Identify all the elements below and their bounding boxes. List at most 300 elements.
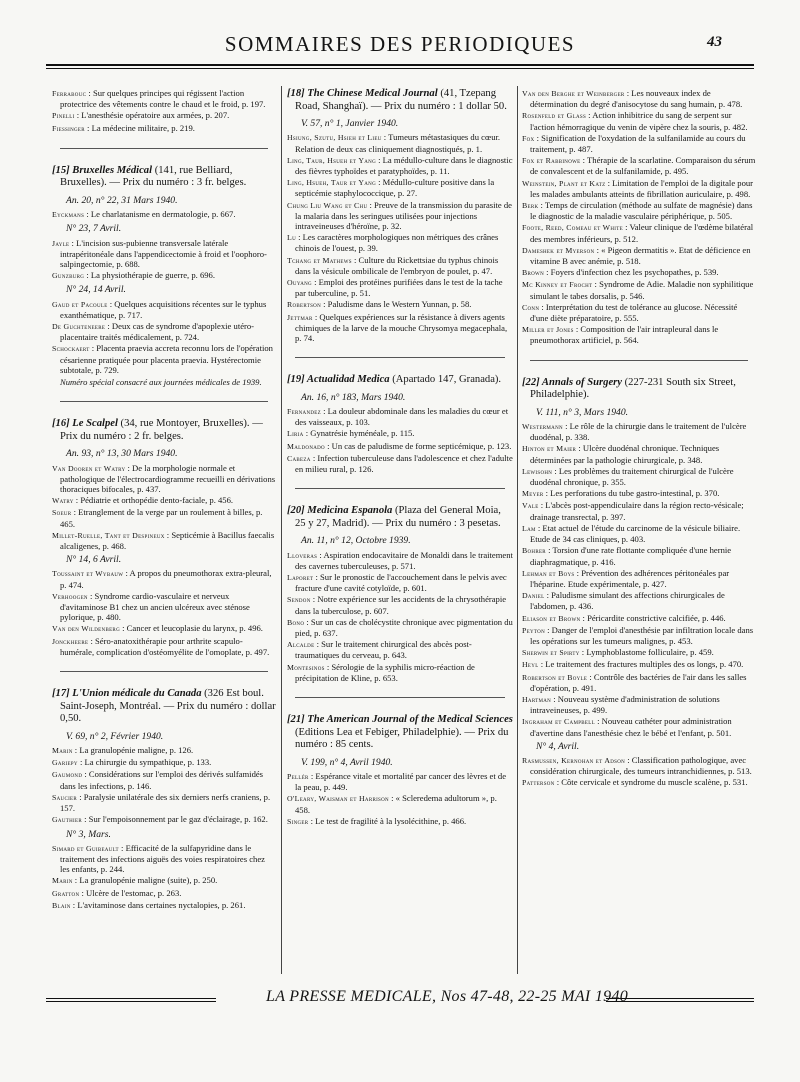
article-entry xyxy=(52,875,276,886)
article-authors: Patterson xyxy=(522,778,555,788)
article-authors: Gunzburg xyxy=(52,271,85,281)
article-entry xyxy=(287,441,513,452)
article-title: : Le charlatanisme en dermatologie, p. 667. xyxy=(84,209,236,220)
article-authors: Montesinos xyxy=(287,662,325,672)
issue-label: V. 57, n° 1, Janvier 1940. xyxy=(301,118,399,130)
section-divider xyxy=(60,401,268,402)
article-title: : Nouveau cathéter pour administration d'avertine dans l'anesthésie chez le bébé et l'enfant, p. 501. xyxy=(530,716,732,738)
article-title: : Sérologie de la syphilis micro-réaction de précipitation de Kline, p. 653. xyxy=(295,661,475,683)
article-entry xyxy=(287,132,513,153)
article-authors: Simard et Guibeault xyxy=(52,843,119,853)
article-authors: Hsiung, Szutu, Hsieh et Lieu xyxy=(287,133,382,143)
issue-label: N° 3, Mars. xyxy=(66,828,111,840)
journal-heading xyxy=(287,374,513,387)
article-entry xyxy=(287,200,513,232)
article-entry xyxy=(287,639,513,660)
article-entry xyxy=(287,277,513,298)
article-entry xyxy=(522,133,756,154)
article-authors: Cabeza xyxy=(287,453,311,463)
header-rule-thin xyxy=(46,68,754,69)
article-title: : Prévention des adhérences péritonéales par l'héparine. Etude expérimentale, p. 427. xyxy=(530,567,730,589)
journal-heading xyxy=(522,377,756,402)
issue-label: An. 93, n° 13, 30 Mars 1940. xyxy=(66,448,178,460)
journal-section xyxy=(287,374,513,474)
journal-details: (Apartado 147, Granada). xyxy=(389,374,502,386)
article-entry xyxy=(522,110,756,131)
article-entry xyxy=(522,613,756,624)
article-authors: Miller et Jones xyxy=(522,325,574,335)
journal-heading xyxy=(52,418,276,443)
article-authors: Lu xyxy=(287,233,296,243)
article-entry xyxy=(287,312,513,344)
header-rule xyxy=(46,64,754,66)
article-authors: Fiessinger xyxy=(52,123,85,133)
section-note: Numéro spécial consacré aux journées médicales de 1939. xyxy=(60,377,262,388)
article-title: : Les problèmes du traitement chirurgical de l'ulcère duodénal chronique, p. 355. xyxy=(530,465,734,488)
article-entry xyxy=(522,155,756,176)
journal-title: [22] Annals of Surgery xyxy=(522,376,622,388)
article-authors: Rosenfeld et Glass xyxy=(522,111,587,121)
article-authors: Saucier xyxy=(52,792,78,802)
article-entry xyxy=(522,279,756,300)
article-title: : L'avitaminose dans certaines nyctalopies, p. 261. xyxy=(70,899,246,910)
article-entry xyxy=(287,453,513,474)
article-authors: Gaud et Pacoule xyxy=(52,299,108,309)
journal-title: [18] The Chinese Medical Journal xyxy=(287,88,438,99)
article-entry xyxy=(522,545,756,566)
article-entry xyxy=(287,771,513,792)
article-authors: Brown xyxy=(522,268,544,278)
article-entry xyxy=(52,463,276,495)
journal-section xyxy=(52,418,276,657)
article-entry xyxy=(52,888,276,899)
page-footer xyxy=(46,988,754,1014)
section-divider xyxy=(295,488,505,489)
article-authors: Ferrabouc xyxy=(52,89,87,98)
article-title: : Preuve de la transmission du parasite de la malaria dans les seringues utilisées pour injections intraveineuses d'héroïne, p. 32. xyxy=(295,199,513,232)
article-title: : Lymphoblastome folliculaire, p. 459. xyxy=(579,647,714,658)
article-title: : Les caractères morphologiques non métriques des crânes chinois de l'ouest, p. 39. xyxy=(295,232,499,254)
section-divider xyxy=(530,360,748,361)
article-authors: Eliason et Brown xyxy=(522,613,581,623)
article-authors: Hartman xyxy=(522,694,552,704)
article-authors: Meyer xyxy=(522,489,544,499)
column-divider xyxy=(517,86,518,974)
column-3 xyxy=(522,88,756,790)
article-title: : Ulcère duodénal chronique. Techniques déterminées par la pathologie chirurgicale, p. 348. xyxy=(530,443,720,465)
article-title: : Efficacité de la sulfapyridine dans le traitement des infections aiguës des voies respiratoires chez les enfants, p. 244. xyxy=(60,842,265,875)
article-title: : Considérations sur l'emploi des dérivés sulfamidés dans les infections, p. 146. xyxy=(60,769,264,791)
article-title: : Sur quelques principes qui régissent l'action protectrice des vêtements contre le chaud et le froid, p. 197. xyxy=(60,88,266,110)
article-title: : A propos du pneumothorax extra-pleural, p. 474. xyxy=(60,568,272,590)
article-authors: Dameshek et Myerson xyxy=(522,245,595,255)
footer-rule-left xyxy=(46,998,216,1002)
issue-label: N° 23, 7 Avril. xyxy=(66,223,122,235)
column-2 xyxy=(287,88,513,828)
journal-details: (Editions Lea et Febiger, Philadelphie). — Prix du numéro : 85 cents. xyxy=(295,726,509,751)
article-authors: O'Leary, Waisman et Harrison xyxy=(287,794,389,804)
article-title: : Danger de l'emploi d'anesthésie par infiltration locale dans les opérations sur les tumeurs malignes, p. 453. xyxy=(530,624,754,646)
article-authors: De Guchteneere xyxy=(52,322,106,332)
article-title: : Culture du Rickettsiae du typhus chinois dans la vésicule ombilicale de l'embryon de poulet, p. 47. xyxy=(295,254,499,276)
article-title: : Les nouveaux index de détermination du degré d'anisocytose du sang humain, p. 478. xyxy=(530,88,743,110)
article-title: : Côte cervicale et syndrome du muscle scalène, p. 531. xyxy=(554,777,748,788)
article-title: : Séro-anatoxithérapie pour arthrite scapulo-humérale, complication d'ostéomyélite de l'omoplate, p. 497. xyxy=(60,635,270,657)
article-title: : Paludisme dans le Western Yunnan, p. 58. xyxy=(321,299,472,310)
article-title: : Ulcère de l'estomac, p. 263. xyxy=(79,887,182,898)
article-title: : Sur l'empoisonnement par le gaz d'éclairage, p. 162. xyxy=(81,814,268,825)
article-entry xyxy=(522,466,756,487)
issue-label: V. 111, n° 3, Mars 1940. xyxy=(536,406,629,418)
article-entry xyxy=(522,302,756,323)
article-authors: Pinelli xyxy=(52,111,75,121)
article-title: : Action inhibitrice du sang de serpent sur l'action hémorragique du venin de vipère chez la souris, p. 482. xyxy=(530,110,748,132)
article-entry xyxy=(287,662,513,683)
article-authors: Gratton xyxy=(52,888,80,898)
article-authors: Ling, Taur, Hsueh et Yang xyxy=(287,155,376,165)
issue-label: N° 14, 6 Avril. xyxy=(66,554,122,566)
article-title: : Les perforations du tube gastro-intestinal, p. 370. xyxy=(543,488,720,499)
footer-text: LA PRESSE MEDICALE, Nos 47-48, 22-25 MAI 1940 xyxy=(266,988,629,1005)
article-title: : La granulopénie maligne, p. 126. xyxy=(72,745,194,756)
article-entry xyxy=(522,625,756,646)
journal-details: (34, rue Montoyer, Bruxelles). — Prix du numéro : 2 fr. belges. xyxy=(60,418,263,442)
article-title: : « Pigeon dermatitis ». Etat de déficience en vitamine B avec anémie, p. 518. xyxy=(530,244,751,267)
article-authors: Eyckmans xyxy=(52,210,85,220)
article-authors: Alcalde xyxy=(287,640,315,650)
article-title: : L'anesthésie opératoire aux armées, p. 207. xyxy=(74,110,230,121)
article-authors: Peyton xyxy=(522,625,545,635)
article-title: : Etranglement de la verge par un roulement à billes, p. 465. xyxy=(60,507,263,529)
article-entry xyxy=(52,495,276,506)
article-entry xyxy=(522,88,756,109)
article-authors: Fox xyxy=(522,133,535,143)
article-entry xyxy=(52,636,276,657)
article-title: : Sur le pronostic de l'accouchement dans le pelvis avec fracture d'une cavité cotyloïde, p. 601. xyxy=(295,572,507,594)
article-entry xyxy=(52,88,276,109)
article-title: : Le test de fragilité à la lysolécithine, p. 466. xyxy=(308,815,467,826)
article-title: : Sur un cas de cholécystite chronique avec pigmentation du pied, p. 637. xyxy=(295,616,513,639)
article-authors: Blain xyxy=(52,900,71,910)
article-entry xyxy=(287,572,513,593)
article-title: : La douleur abdominale dans les maladies du cœur et des vaisseaux, p. 103. xyxy=(295,406,509,428)
journal-title: [20] Medicina Espanola xyxy=(287,505,393,517)
article-entry xyxy=(52,299,276,320)
article-entry xyxy=(52,757,276,768)
article-authors: Liria xyxy=(287,429,304,439)
article-authors: Robertson et Boyle xyxy=(522,672,588,682)
article-authors: Laporet xyxy=(287,573,314,583)
article-title: : Foyers d'infection chez les psychopathes, p. 539. xyxy=(543,267,719,278)
article-title: : Infection tuberculeuse dans l'adolescence et chez l'adulte en milieu rural, p. 126. xyxy=(295,452,513,475)
article-entry xyxy=(287,155,513,176)
issue-label: An. 20, n° 22, 31 Mars 1940. xyxy=(66,195,178,206)
article-entry xyxy=(52,900,276,911)
article-title: : Limitation de l'emploi de la digitale pour les malades ambulants atteints de fibrillation auriculaire, p. 498. xyxy=(530,177,754,199)
article-title: : Le rôle de la chirurgie dans le traitement de l'ulcère duodénal, p. 338. xyxy=(530,421,747,443)
article-title: : Torsion d'une rate flottante compliquée d'une hernie diaphragmatique, p. 416. xyxy=(530,545,732,567)
article-entry xyxy=(287,793,513,814)
article-entry xyxy=(52,769,276,790)
article-authors: Van den Wildenberg xyxy=(52,624,120,634)
article-authors: Van Dooren et Watry xyxy=(52,463,126,473)
article-title: : Valeur clinique de l'œdème bilatéral des membres inférieurs, p. 512. xyxy=(530,222,754,244)
article-title: : Notre expérience sur les accidents de la chrysothérapie dans la tuberculose, p. 607. xyxy=(295,594,507,616)
article-entry xyxy=(52,270,276,281)
article-entry xyxy=(522,523,756,544)
article-authors: Lehman et Boys xyxy=(522,568,575,578)
issue-label: N° 4, Avril. xyxy=(536,740,580,752)
article-entry xyxy=(52,745,276,756)
article-authors: Westermann xyxy=(522,422,563,432)
article-entry xyxy=(52,343,276,375)
article-title: : Paralysie unilatérale des six derniers nerfs craniens, p. 157. xyxy=(60,791,271,814)
article-entry xyxy=(522,488,756,499)
article-authors: Bono xyxy=(287,617,305,627)
article-entry xyxy=(52,238,276,270)
article-entry xyxy=(52,814,276,825)
page-header xyxy=(0,24,800,64)
article-title: : Quelques expériences sur la résistance à divers agents chimiques de la larve de la mouche Chrysomya megacephala, p. 74. xyxy=(295,311,508,344)
article-entry xyxy=(522,590,756,611)
article-entry xyxy=(522,716,756,737)
article-title: : Emploi des protéines purifiées dans le test de la tache par tuberculine, p. 51. xyxy=(295,277,503,299)
article-entry xyxy=(287,177,513,198)
article-entry xyxy=(522,178,756,199)
article-authors: Van den Berghe et Weinberger xyxy=(522,89,625,98)
article-authors: Foote, Reed, Comeau et White xyxy=(522,223,623,233)
article-authors: Lewisohn xyxy=(522,466,553,476)
article-authors: Jettmar xyxy=(287,312,313,322)
journal-title: [17] L'Union médicale du Canada xyxy=(52,688,202,700)
article-authors: Verhoogen xyxy=(52,591,88,601)
article-authors: Pellér xyxy=(287,772,309,782)
section-divider xyxy=(60,671,268,672)
article-title: : Deux cas de syndrome d'apoplexie utéro-placentaire traités médicalement, p. 724. xyxy=(60,321,255,343)
footer-rule-right xyxy=(606,998,754,1002)
article-title: : Classification pathologique, avec considération chirurgicale, des tumeurs intranchidiennes, p. 513. xyxy=(530,754,752,777)
article-authors: Rasmussen, Kernohan et Adson xyxy=(522,755,626,765)
journal-section xyxy=(287,505,513,683)
article-authors: Sendon xyxy=(287,595,311,605)
article-title: : La physiothérapie de guerre, p. 696. xyxy=(84,270,215,281)
article-entry xyxy=(287,816,513,827)
article-title: : Péricardite constrictive calcifiée, p. 446. xyxy=(580,612,726,623)
column-1 xyxy=(52,88,276,912)
article-title: : Médullo-culture positive dans la septicémie staphylococcique, p. 27. xyxy=(295,177,495,199)
article-entry xyxy=(52,792,276,813)
page-number: 43 xyxy=(707,34,722,50)
journal-details: (141, rue Belliard, Bruxelles). — Prix du numéro : 3 fr. belges. xyxy=(60,164,247,189)
article-title: : Quelques acquisitions récentes sur le typhus exanthématique, p. 717. xyxy=(60,298,267,320)
article-title: : Espérance vitale et mortalité par cancer des lèvres et de la peau, p. 449. xyxy=(295,771,507,793)
journal-title: [21] The American Journal of the Medical Sciences xyxy=(287,714,513,726)
article-entry xyxy=(52,209,276,220)
article-authors: Berk xyxy=(522,201,539,211)
article-authors: Daniel xyxy=(522,591,545,601)
article-title: : Pédiatrie et orthopédie dento-faciale, p. 456. xyxy=(73,495,234,506)
article-authors: Fernandez xyxy=(287,407,321,417)
article-entry xyxy=(52,123,276,134)
article-entry xyxy=(287,428,513,439)
article-entry xyxy=(287,550,513,571)
article-entry xyxy=(287,232,513,253)
journal-heading xyxy=(287,88,513,113)
article-title: : La chirurgie du sympathique, p. 133. xyxy=(77,757,212,768)
article-entry xyxy=(287,406,513,427)
journal-heading xyxy=(287,505,513,530)
article-entry xyxy=(287,299,513,310)
article-authors: Gariepy xyxy=(52,758,78,768)
journal-heading xyxy=(52,688,276,726)
article-entry xyxy=(52,843,276,875)
article-authors: Bohrer xyxy=(522,546,546,556)
article-entry xyxy=(522,777,756,788)
article-title: : Septicémie à Bacillus faecalis alcaligenes, p. 468. xyxy=(60,529,275,552)
article-title: : Cancer et leucoplasie du larynx, p. 496. xyxy=(119,623,263,634)
article-entry xyxy=(52,568,276,589)
article-title: : Nouveau système d'administration de solutions intraveineuses, p. 499. xyxy=(530,693,720,716)
issue-label: An. 16, n° 183, Mars 1940. xyxy=(301,391,406,403)
article-authors: Conn xyxy=(522,302,540,312)
article-authors: Lam xyxy=(522,523,536,533)
article-authors: Gauthier xyxy=(52,815,82,825)
journal-section xyxy=(52,88,276,134)
journal-section xyxy=(52,688,276,911)
journal-section xyxy=(287,88,513,343)
journal-details: (326 Est boul. Saint-Joseph, Montréal. — Prix du numéro : dollar 0,50. xyxy=(60,688,276,725)
article-title: : Gynatrésie hyménéale, p. 115. xyxy=(303,428,415,439)
journal-title: [16] Le Scalpel xyxy=(52,418,118,430)
issue-label: V. 199, n° 4, Avril 1940. xyxy=(301,756,393,768)
article-entry xyxy=(522,245,756,266)
journal-section xyxy=(52,165,276,387)
article-title: : Paludisme simulant des affections chirurgicales de l'abdomen, p. 436. xyxy=(530,590,725,612)
article-entry xyxy=(522,659,756,670)
section-divider xyxy=(60,148,268,149)
article-entry xyxy=(522,267,756,278)
article-authors: Ingraham et Campbell xyxy=(522,717,595,727)
article-entry xyxy=(522,694,756,715)
article-entry xyxy=(522,647,756,658)
journal-heading xyxy=(287,714,513,752)
article-authors: Jayle xyxy=(52,238,70,248)
article-entry xyxy=(287,255,513,276)
article-authors: Soeur xyxy=(52,508,72,518)
article-entry xyxy=(522,500,756,521)
article-title: : Contrôle des bactéries de l'air dans les salles d'opération, p. 491. xyxy=(530,671,747,693)
article-title: : Syndrome cardio-vasculaire et nerveux d'avitaminose B1 chez un ancien ulcéreux avec sténose pylorique, p. 480. xyxy=(60,590,250,623)
journal-section xyxy=(522,377,756,789)
article-title: : Syndrome de Adie. Maladie non syphilitique simulant le tabes dorsalis, p. 546. xyxy=(530,279,754,301)
journal-title: [19] Actualidad Medica xyxy=(287,374,390,386)
article-entry xyxy=(52,507,276,528)
article-title: : La médullo-culture dans le diagnostic des fièvres typhoïdes et paratyphoïdes, p. 11. xyxy=(295,154,513,176)
article-entry xyxy=(522,200,756,221)
article-title: : Le traitement des fractures multiples des os longs, p. 470. xyxy=(538,659,744,670)
article-title: : Tumeurs métastasiques du cœur. Relation de deux cas cliniquement diagnostiqués, p. 1. xyxy=(295,132,501,154)
journal-heading xyxy=(52,165,276,190)
article-entry xyxy=(52,591,276,623)
section-divider xyxy=(295,697,505,698)
article-authors: Mc Kinney et Frocht xyxy=(522,280,593,290)
article-entry xyxy=(287,617,513,638)
article-title: : Aspiration endocavitaire de Monaldi dans le traitement des cavernes tuberculeuses, p. 571. xyxy=(295,549,513,571)
section-divider xyxy=(295,357,505,358)
article-authors: Watry xyxy=(52,496,74,506)
article-title: : La médecine militaire, p. 219. xyxy=(84,122,195,133)
article-authors: Tchang et Mathews xyxy=(287,255,352,265)
journal-details: (Plaza del General Moia, 25 y 27, Madrid). — Prix du numéro : 3 pesetas. xyxy=(295,505,501,529)
article-authors: Robertson xyxy=(287,300,321,310)
article-entry xyxy=(52,530,276,551)
article-authors: Ling, Hsueh, Taur et Yang xyxy=(287,178,376,188)
article-title: : Signification de l'oxydation de la sulfanilamide au cours du traitement, p. 487. xyxy=(530,132,746,155)
article-title: : L'abcès post-appendiculaire dans la région recto-vésicale; drainage transrectal, p. 397. xyxy=(530,500,744,522)
article-title: : L'incision sus-pubienne transversale latérale intrapéritonéale dans l'appendicectomie à froid et l'oophoro-salpingectomie, p. 688. xyxy=(60,237,267,270)
journal-title: [15] Bruxelles Médical xyxy=(52,164,153,176)
article-title: : Placenta praevia accreta reconnu lors de l'opération césarienne pratiquée pour placenta praevia. Hystérectomie subtotale, p. 729. xyxy=(60,343,273,375)
article-authors: Vale xyxy=(522,501,539,511)
article-entry xyxy=(522,672,756,693)
article-title: : De la morphologie normale et pathologique de l'électrocardiogramme recueilli en dérivations thoraciques bifocales, p. 437. xyxy=(60,462,276,495)
article-entry xyxy=(522,421,756,442)
article-title: : Etat actuel de l'étude du carcinome de la vésicule biliaire. Etude de 34 cas cliniques, p. 403. xyxy=(530,522,741,545)
article-authors: Millet-Ruelle, Tant et Despineux xyxy=(52,530,165,540)
article-entry xyxy=(52,321,276,342)
article-title: : Un cas de paludisme de forme septicémique, p. 123. xyxy=(324,440,512,451)
journal-details: (41, Tzepang Road, Shanghaï). — Prix du numéro : 1 dollar 50. xyxy=(295,88,507,112)
article-authors: Marin xyxy=(52,746,73,756)
article-entry xyxy=(522,755,756,776)
article-authors: Lloveras xyxy=(287,550,318,560)
article-authors: Jonckheere xyxy=(52,636,89,646)
article-authors: Marin xyxy=(52,876,73,886)
article-title: : « Scleredema adultorum », p. 458. xyxy=(295,793,497,815)
article-entry xyxy=(522,222,756,243)
page-title: SOMMAIRES DES PERIODIQUES xyxy=(224,32,576,56)
article-entry xyxy=(522,568,756,589)
issue-label: An. 11, n° 12, Octobre 1939. xyxy=(301,535,411,547)
article-title: : Thérapie de la scarlatine. Comparaison du sérum de convalescent et de la sulfanilamide, p. 495. xyxy=(530,155,756,177)
article-entry xyxy=(522,443,756,464)
article-authors: Toussaint et Wybauw xyxy=(52,569,124,579)
article-entry xyxy=(287,594,513,615)
article-title: : Sur le traitement chirurgical des abcès post-traumatiques du cerveau, p. 643. xyxy=(295,639,472,661)
article-title: : Temps de circulation (méthode au sulfate de magnésie) dans le diagnostic de la maladie vasculaire périphérique, p. 505. xyxy=(530,200,753,222)
journal-details: (227-231 South six Street, Philadelphie). xyxy=(530,376,736,401)
article-title: : La granulopénie maligne (suite), p. 250. xyxy=(72,875,218,886)
journal-section xyxy=(287,714,513,827)
article-authors: Gaumond xyxy=(52,770,83,780)
article-entry xyxy=(522,324,756,345)
article-authors: Sherwin et Spirty xyxy=(522,648,580,658)
article-title: : Composition de l'air intrapleural dans le pneumothorax artificiel, p. 564. xyxy=(530,324,719,346)
article-entry xyxy=(52,110,276,121)
article-authors: Schockaert xyxy=(52,344,90,354)
article-authors: Weinstein, Plant et Katz xyxy=(522,178,606,188)
article-authors: Singer xyxy=(287,816,309,826)
article-authors: Hinton et Maier xyxy=(522,444,577,454)
article-entry xyxy=(52,623,276,634)
journal-section xyxy=(522,88,756,346)
issue-label: N° 24, 14 Avril. xyxy=(66,284,126,296)
article-authors: Ouyang xyxy=(287,278,312,288)
column-divider xyxy=(281,86,282,974)
article-authors: Maldonado xyxy=(287,441,325,451)
article-authors: Chung Liu Wang et Chu xyxy=(287,200,368,210)
article-title: : Interprétation du test de tolérance au glucose. Nécessité d'une diète préparatoire, p. 555. xyxy=(530,301,738,324)
